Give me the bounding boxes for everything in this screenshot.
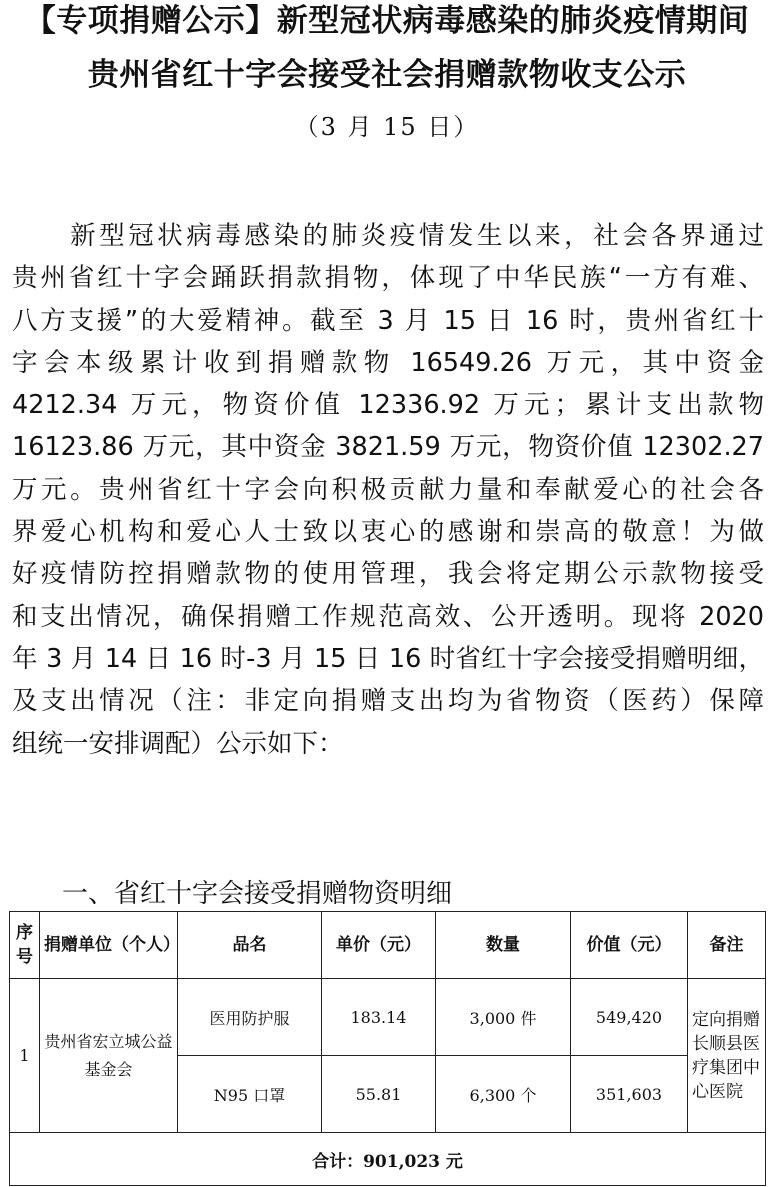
header-item: 品名 — [178, 912, 322, 979]
header-value: 价值（元） — [571, 912, 688, 979]
body-line: 好疫情防控捐赠款物的使用管理，我会将定期公示款物接受 — [12, 559, 764, 590]
section-heading: 一、省红十字会接受捐赠物资明细 — [62, 879, 453, 909]
body-line: 年 3 月 14 日 16 时-3 月 15 日 16 时省红十字会接受捐赠明细， — [12, 643, 764, 674]
cell-item: 医用防护服 — [178, 979, 322, 1056]
table-total-row — [10, 1133, 766, 1186]
header-quantity: 数量 — [436, 912, 571, 979]
header-note: 备注 — [688, 912, 766, 979]
cell-note: 定向捐赠长顺县医疗集团中心医院 — [688, 979, 766, 1133]
cell-quantity: 6,300 个 — [436, 1056, 571, 1133]
header-unit-price: 单价（元） — [322, 912, 436, 979]
cell-unit-price: 55.81 — [322, 1056, 436, 1133]
body-line: 字会本级累计收到捐赠款物 16549.26 万元，其中资金 — [12, 347, 764, 378]
body-line: 八方支援”的大爱精神。截至 3 月 15 日 16 时，贵州省红十 — [12, 305, 764, 336]
body-line: 界爱心机构和爱心人士致以衷心的感谢和崇高的敬意！为做 — [12, 517, 764, 548]
body-line: 新型冠状病毒感染的肺炎疫情发生以来，社会各界通过 — [12, 221, 764, 251]
donation-table — [9, 911, 766, 1186]
header-donor: 捐赠单位（个人） — [40, 912, 178, 979]
body-paragraph — [12, 215, 764, 765]
cell-quantity: 3,000 件 — [436, 979, 571, 1056]
table-row — [10, 979, 766, 1056]
body-line: 及支出情况（注：非定向捐赠支出均为省物资（医药）保障 — [12, 686, 764, 717]
body-line: 16123.86 万元，其中资金 3821.59 万元，物资价值 12302.27 — [12, 432, 764, 463]
body-line: 4212.34 万元，物资价值 12336.92 万元；累计支出款物 — [12, 390, 764, 421]
body-line: 贵州省红十字会踊跃捐款捐物，体现了中华民族“一方有难、 — [12, 263, 764, 294]
body-line: 和支出情况，确保捐赠工作规范高效、公开透明。现将 2020 — [12, 601, 764, 632]
header-seq: 序号 — [10, 912, 40, 979]
document-title-line-1: 【专项捐赠公示】新型冠状病毒感染的肺炎疫情期间 — [24, 3, 750, 39]
document-title-line-2: 贵州省红十字会接受社会捐赠款物收支公示 — [87, 57, 687, 93]
document-date: （3 月 15 日） — [294, 113, 480, 141]
cell-value: 351,603 — [571, 1056, 688, 1133]
cell-item: N95 口罩 — [178, 1056, 322, 1133]
body-line: 组统一安排调配）公示如下： — [12, 728, 344, 759]
cell-total: 合计：901,023 元 — [10, 1133, 766, 1186]
table-header-row — [10, 912, 766, 979]
cell-donor: 贵州省宏立城公益基金会 — [40, 979, 178, 1133]
cell-unit-price: 183.14 — [322, 979, 436, 1056]
cell-seq: 1 — [10, 979, 40, 1133]
cell-value: 549,420 — [571, 979, 688, 1056]
body-line: 万元。贵州省红十字会向积极贡献力量和奉献爱心的社会各 — [12, 474, 764, 505]
